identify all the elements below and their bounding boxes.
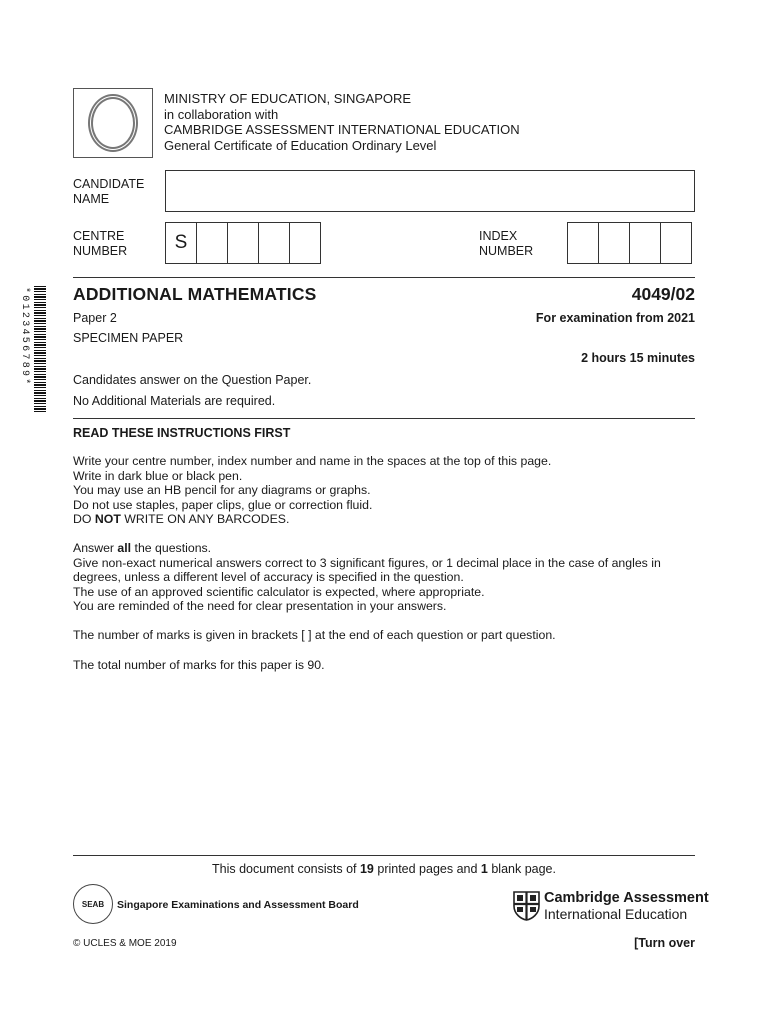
barcode [34,286,46,412]
barcode-number: *0123456789* [19,287,30,387]
divider [73,277,695,278]
header-line: in collaboration with [164,106,279,122]
index-number-cell[interactable] [660,222,692,264]
instruction-line: Write your centre number, index number and name in the spaces at the top of this page. [73,454,552,468]
centre-number-cell[interactable] [258,222,290,264]
header-line: MINISTRY OF EDUCATION, SINGAPORE [164,91,412,106]
page-count-note: This document consists of 19 printed pages and 1 blank page. [212,862,556,876]
header-line: General Certificate of Education Ordinary Level [164,137,437,153]
instructions-block-2 [73,541,703,614]
divider [73,418,695,419]
centre-number-cell[interactable] [227,222,259,264]
instructions-heading: READ THESE INSTRUCTIONS FIRST [73,426,291,440]
instructions-block-1 [73,454,703,527]
seab-name: Singapore Examinations and Assessment Board [117,899,359,911]
instruction-line: You may use an HB pencil for any diagrams or graphs. [73,483,371,498]
header-text [164,91,520,153]
syllabus-code: 4049/02 [631,284,695,304]
materials-note: No Additional Materials are required. [73,394,276,408]
centre-number-cell[interactable] [196,222,228,264]
index-number-cell[interactable] [629,222,661,264]
index-number-cell[interactable] [598,222,630,264]
centre-number-field[interactable] [165,222,321,264]
o-level-logo [73,88,153,158]
specimen-label: SPECIMEN PAPER [73,331,184,345]
o-level-ring-icon [88,94,138,152]
instruction-line: Answer all the questions. [73,541,212,555]
index-number-field[interactable] [567,222,692,264]
centre-number-cell[interactable] [289,222,321,264]
cambridge-name-line2: International Education [544,906,688,922]
instruction-line: degrees, unless a different level of accuracy is specified in the question. [73,570,464,585]
instruction-line: Write in dark blue or black pen. [73,468,243,483]
instruction-line: Give non-exact numerical answers correct to 3 significant figures, or 1 decimal place in the case of angles in [73,555,661,570]
total-marks-note: The total number of marks for this paper is 90. [73,658,325,672]
copyright: © UCLES & MOE 2019 [73,938,177,949]
instruction-line: Do not use staples, paper clips, glue or correction fluid. [73,497,373,512]
instruction-line: DO NOT WRITE ON ANY BARCODES. [73,512,290,527]
index-number-label: INDEX NUMBER [479,229,534,258]
duration: 2 hours 15 minutes [581,351,695,365]
turn-over: [Turn over [634,936,695,950]
instruction-line: You are reminded of the need for clear presentation in your answers. [73,599,447,614]
header-line: CAMBRIDGE ASSESSMENT INTERNATIONAL EDUCATION [164,122,520,137]
candidate-name-label: CANDIDATE NAME [73,177,145,206]
marks-note: The number of marks is given in brackets [ ] at the end of each question or part question. [73,628,556,642]
instruction-line: The use of an approved scientific calculator is expected, where appropriate. [73,584,485,599]
subject-title: ADDITIONAL MATHEMATICS [73,284,317,304]
paper-number: Paper 2 [73,311,117,325]
answer-location-note: Candidates answer on the Question Paper. [73,373,312,387]
candidate-name-field[interactable] [165,170,695,212]
cambridge-name-line1: Cambridge Assessment [544,890,709,906]
index-number-cell[interactable] [567,222,599,264]
cambridge-shield-icon [513,891,540,921]
exam-year: For examination from 2021 [535,311,695,325]
centre-number-label: CENTRE NUMBER [73,229,128,258]
seab-logo-icon: SEAB [73,884,113,924]
divider [73,855,695,856]
centre-number-cell: S [165,222,197,264]
